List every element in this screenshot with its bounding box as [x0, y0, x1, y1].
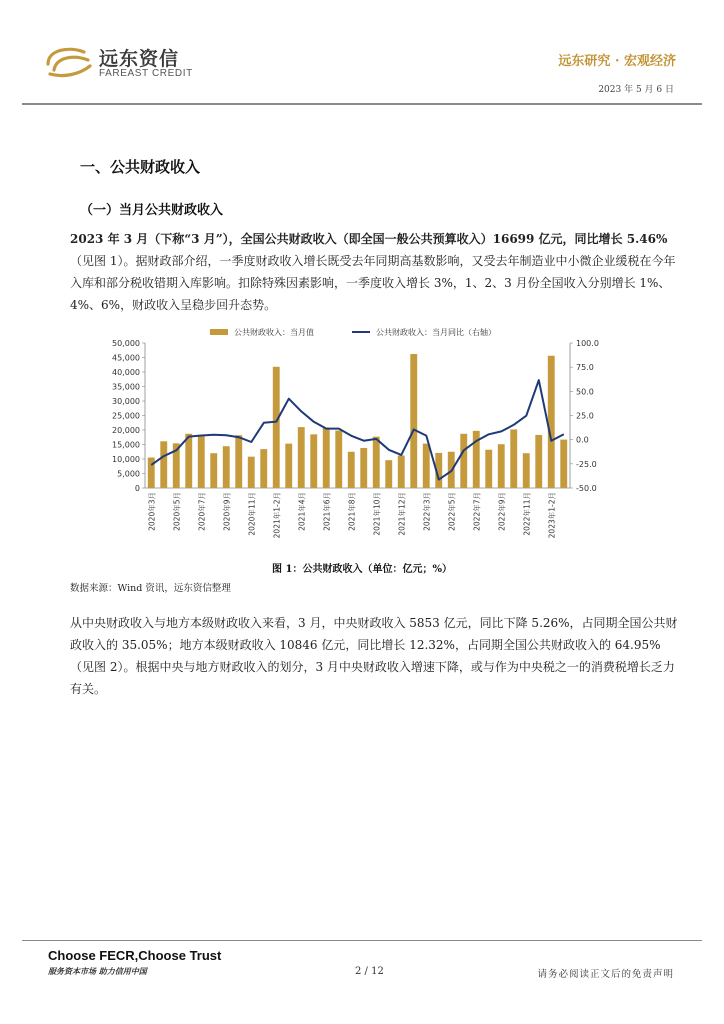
x-tick-label: 2021年12月 — [397, 492, 407, 536]
bar — [535, 435, 542, 488]
y-right-tick-label: 100.0 — [576, 339, 599, 348]
bar — [348, 452, 355, 488]
bar — [198, 435, 205, 488]
y-right-tick-label: 25.0 — [576, 411, 594, 421]
y-right-tick-label: -50.0 — [576, 484, 597, 493]
legend-bar-swatch — [210, 329, 228, 335]
bar — [560, 440, 567, 488]
bar — [360, 448, 367, 488]
bar — [548, 356, 555, 488]
bar — [323, 428, 330, 488]
x-tick-label: 2022年3月 — [422, 492, 432, 531]
bar — [523, 453, 530, 488]
legend-line-label: 公共财政收入：当月同比（右轴） — [376, 328, 496, 337]
x-tick-label: 2022年7月 — [472, 492, 482, 531]
bar — [398, 456, 405, 488]
y-left-tick-label: 40,000 — [112, 368, 140, 377]
report-date: 2023 年 5 月 6 日 — [598, 85, 674, 95]
x-tick-label: 2021年1-2月 — [272, 492, 282, 539]
x-tick-label: 2021年6月 — [322, 492, 332, 531]
footer-slogan: Choose FECR,Choose Trust — [48, 948, 222, 963]
paragraph-1 — [70, 228, 680, 316]
paragraph-1-lead: 2023 年 3 月（下称“3 月”），全国公共财政收入（即全国一般公共预算收入）16699 亿元，同比增长 5.46% — [70, 232, 668, 246]
x-tick-label: 2020年7月 — [197, 492, 207, 531]
x-tick-label: 2021年8月 — [347, 492, 357, 531]
bar — [235, 435, 242, 488]
paragraph-1-body: （见图 1）。据财政部介绍，一季度财政收入增长既受去年同期高基数影响，又受去年制造业中小微企业缓税在今年入库和部分税收错期入库影响。扣除特殊因素影响，一季度收入增长 3%，1、2、3 月份全国收入分别增长 1%、4%、6%，财政收入呈稳步回升态势。 — [70, 254, 676, 312]
bar — [410, 354, 417, 488]
bar — [373, 437, 380, 488]
page-header — [0, 0, 724, 103]
y-left-tick-label: 45,000 — [112, 353, 140, 363]
y-left-tick-label: 10,000 — [112, 455, 140, 464]
page-number: 2 / 12 — [355, 966, 384, 977]
x-tick-label: 2022年9月 — [497, 492, 507, 531]
y-right-tick-label: 0.0 — [576, 435, 589, 445]
footer-divider — [22, 940, 702, 941]
bar — [510, 429, 517, 488]
bar — [273, 367, 280, 488]
bar — [160, 441, 167, 488]
y-left-tick-label: 0 — [134, 484, 140, 493]
bar — [385, 460, 392, 488]
x-tick-label: 2022年11月 — [522, 492, 532, 536]
y-right-tick-label: 50.0 — [576, 387, 594, 397]
bar — [423, 444, 430, 488]
y-left-tick-label: 50,000 — [112, 339, 140, 348]
header-divider — [22, 103, 702, 105]
bar — [310, 434, 317, 488]
y-left-tick-label: 25,000 — [112, 411, 140, 421]
y-left-tick-label: 15,000 — [112, 440, 140, 450]
bar — [260, 449, 267, 488]
footer-disclaimer: 请务必阅读正文后的免责声明 — [537, 969, 674, 980]
bar — [248, 457, 255, 488]
y-left-tick-label: 20,000 — [112, 426, 140, 435]
x-tick-label: 2020年9月 — [222, 492, 232, 531]
y-right-tick-label: -25.0 — [576, 459, 597, 469]
bar — [210, 453, 217, 488]
footer-subslogan: 服务资本市场 助力信用中国 — [48, 967, 147, 976]
x-tick-label: 2020年11月 — [247, 492, 257, 536]
subsection-heading: （一）当月公共财政收入 — [80, 203, 224, 218]
y-left-tick-label: 5,000 — [117, 469, 140, 479]
bar — [460, 434, 467, 488]
x-tick-label: 2021年10月 — [372, 492, 382, 536]
x-tick-label: 2020年5月 — [172, 492, 182, 531]
revenue-chart — [100, 325, 610, 555]
paragraph-2: 从中央财政收入与地方本级财政收入来看，3 月，中央财政收入 5853 亿元，同比下降 5.26%，占同期全国公共财政收入的 35.05%；地方本级财政收入 10846 亿元，同比增长 12.32%，占同期全国公共财政收入的 64.95%（见图 2）。根据中央与地方财政收入的划分，3 月中央财政收入增速下降，或与作为中央税之一的消费税增长乏力有关。 — [70, 616, 678, 696]
figure-source: 数据来源：Wind 资讯，远东资信整理 — [70, 583, 231, 594]
y-left-tick-label: 30,000 — [112, 397, 140, 406]
bar — [298, 427, 305, 488]
x-tick-label: 2020年3月 — [147, 492, 157, 531]
logo-name-cn: 远东资信 — [99, 48, 180, 70]
section-heading: 一、公共财政收入 — [80, 158, 201, 176]
bar — [223, 446, 230, 488]
y-right-tick-label: 75.0 — [576, 363, 594, 373]
bar — [285, 444, 292, 488]
report-category: 远东研究 · 宏观经济 — [558, 54, 676, 69]
bar — [498, 444, 505, 488]
y-left-tick-label: 35,000 — [112, 382, 140, 392]
bar — [185, 434, 192, 488]
x-tick-label: 2021年4月 — [297, 492, 307, 531]
x-tick-label: 2023年1-2月 — [547, 492, 557, 539]
legend-bar-label: 公共财政收入：当月值 — [234, 328, 314, 337]
bar — [335, 431, 342, 488]
x-tick-label: 2022年5月 — [447, 492, 457, 531]
figure-caption: 图 1：公共财政收入（单位：亿元；%） — [272, 564, 452, 575]
fareast-credit-logo-icon — [44, 42, 94, 80]
bar — [485, 450, 492, 488]
logo-name-en: FAREAST CREDIT — [99, 68, 193, 79]
